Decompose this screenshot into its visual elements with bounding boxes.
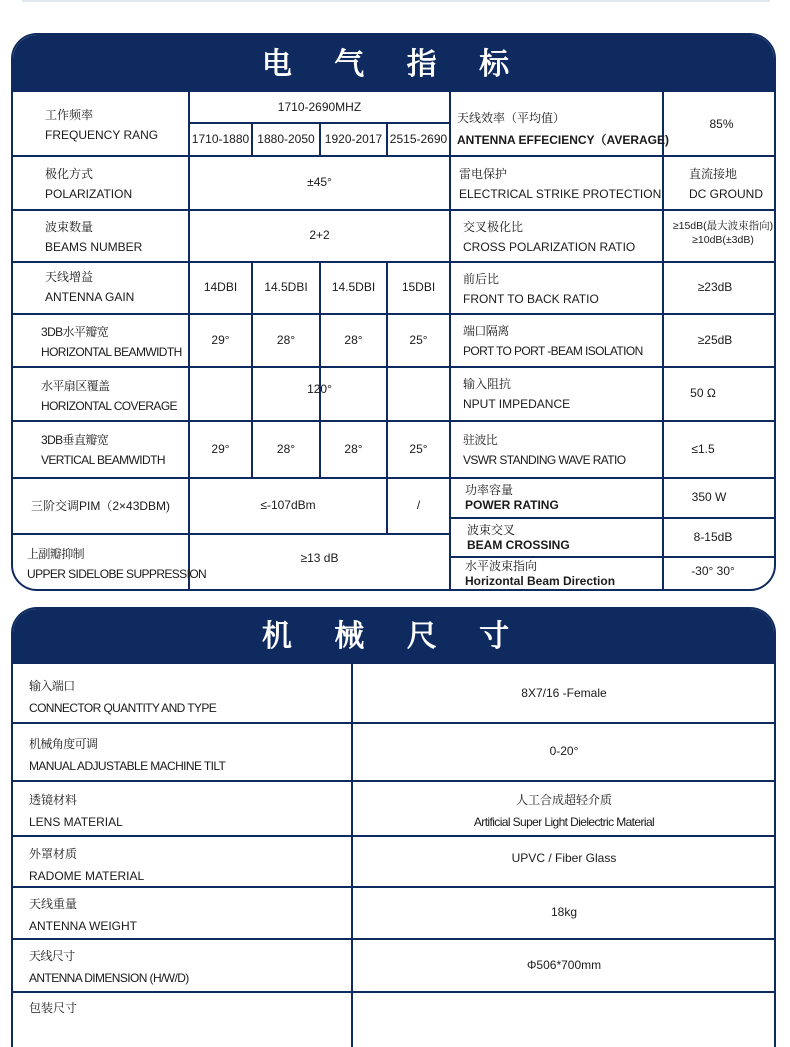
row-divider bbox=[13, 991, 774, 993]
h-beamwidth-label: 3DB水平瓣宽 HORIZONTAL BEAMWIDTH bbox=[41, 325, 182, 359]
isolation-label: 端口隔离 PORT TO PORT -BEAM ISOLATION bbox=[463, 324, 643, 358]
beam-direction-value: -30° 30° bbox=[691, 564, 735, 578]
v-beamwidth-value: 28° bbox=[276, 441, 296, 456]
cross-pol-value: ≥15dB(最大波束指向) ≥10dB(±3dB) bbox=[672, 220, 774, 246]
frequency-band: 2515-2690 bbox=[389, 131, 448, 146]
tilt-label: 机械角度可调 MANUAL ADJUSTABLE MACHINE TILT bbox=[29, 737, 226, 773]
lens-material-label: 透镜材料 LENS MATERIAL bbox=[29, 793, 123, 829]
h-beamwidth-value: 28° bbox=[344, 332, 363, 347]
mechanical-title: 机 械 尺 寸 bbox=[13, 609, 774, 664]
gain-label: 天线增益 ANTENNA GAIN bbox=[45, 270, 135, 304]
dimension-label: 天线尺寸 ANTENNA DIMENSION (H/W/D) bbox=[29, 949, 189, 985]
pim-label: 三阶交调PIM（2×43DBM) bbox=[31, 498, 171, 513]
isolation-value: ≥25dB bbox=[697, 332, 733, 347]
mechanical-specs-card bbox=[11, 607, 776, 1047]
power-label: 功率容量 POWER RATING bbox=[465, 483, 559, 512]
impedance-value: 50 Ω bbox=[690, 386, 716, 400]
sidelobe-value: ≥13 dB bbox=[300, 551, 339, 565]
beams-label: 波束数量 BEAMS NUMBER bbox=[45, 220, 143, 254]
dimension-value: Φ506*700mm bbox=[526, 957, 602, 972]
radome-label: 外罩材质 RADOME MATERIAL bbox=[29, 847, 145, 883]
polarization-label: 极化方式 POLARIZATION bbox=[45, 167, 133, 201]
gain-value: 14.5DBI bbox=[264, 280, 308, 294]
sidelobe-label: 上副瓣抑制 UPPER SIDELOBE SUPPRESSION bbox=[27, 547, 207, 581]
vswr-label: 驻波比 VSWR STANDING WAVE RATIO bbox=[463, 433, 626, 467]
electrical-specs-card bbox=[11, 33, 776, 591]
h-beamwidth-value: 28° bbox=[276, 332, 296, 347]
efficiency-value: 85% bbox=[709, 116, 734, 131]
frequency-band: 1710-1880 bbox=[191, 131, 250, 146]
frequency-band: 1920-2017 bbox=[324, 131, 383, 146]
beam-crossing-value: 8-15dB bbox=[693, 529, 733, 544]
pim-value: ≤-107dBm bbox=[260, 498, 316, 512]
v-beamwidth-value: 28° bbox=[344, 441, 363, 456]
pim-value-2: / bbox=[416, 498, 421, 512]
top-divider bbox=[22, 0, 770, 2]
connector-value: 8X7/16 -Female bbox=[521, 686, 607, 700]
lightning-label: 雷电保护 ELECTRICAL STRIKE PROTECTION bbox=[459, 167, 662, 201]
impedance-label: 输入阻抗 NPUT IMPEDANCE bbox=[463, 377, 571, 411]
h-beamwidth-value: 25° bbox=[409, 332, 428, 347]
lens-material-value: 人工合成超轻介质 Artificial Super Light Dielectric Material bbox=[473, 793, 655, 829]
polarization-value: ±45° bbox=[307, 175, 332, 189]
row-divider bbox=[13, 780, 774, 782]
h-coverage-label: 水平扇区覆盖 HORIZONTAL COVERAGE bbox=[41, 379, 177, 413]
beams-value: 2+2 bbox=[309, 228, 330, 242]
gain-value: 14.5DBI bbox=[331, 280, 376, 294]
front-back-label: 前后比 FRONT TO BACK RATIO bbox=[463, 272, 599, 306]
electrical-title: 电 气 指 标 bbox=[13, 35, 774, 92]
efficiency-label: 天线效率（平均值） ANTENNA EFFECIENCY（AVERAGE) bbox=[457, 111, 670, 147]
vswr-value: ≤1.5 bbox=[691, 441, 715, 456]
lightning-value: 直流接地 DC GROUND bbox=[689, 167, 763, 201]
weight-label: 天线重量 ANTENNA WEIGHT bbox=[29, 897, 138, 933]
h-beamwidth-value: 29° bbox=[211, 332, 230, 347]
gain-value: 14DBI bbox=[203, 280, 238, 294]
v-beamwidth-value: 25° bbox=[409, 441, 428, 456]
beam-crossing-label: 波束交叉 BEAM CROSSING bbox=[467, 523, 570, 552]
power-value: 350 W bbox=[691, 490, 727, 504]
v-beamwidth-value: 29° bbox=[211, 441, 230, 456]
tilt-value: 0-20° bbox=[549, 744, 579, 758]
beam-direction-label: 水平波束指向 Horizontal Beam Direction bbox=[465, 559, 616, 588]
frequency-label: 工作频率 FREQUENCY RANG bbox=[45, 108, 159, 142]
gain-value: 15DBI bbox=[401, 280, 436, 294]
cross-pol-label: 交叉极化比 CROSS POLARIZATION RATIO bbox=[463, 220, 636, 254]
package-label: 包装尺寸 bbox=[29, 1001, 78, 1015]
v-beamwidth-label: 3DB垂直瓣宽 VERTICAL BEAMWIDTH bbox=[41, 433, 165, 467]
connector-label: 输入端口 CONNECTOR QUANTITY AND TYPE bbox=[29, 679, 217, 715]
frequency-band: 1880-2050 bbox=[257, 131, 315, 146]
frequency-range: 1710-2690MHZ bbox=[277, 100, 362, 114]
front-back-value: ≥23dB bbox=[697, 280, 733, 294]
h-coverage-value: 120° bbox=[307, 382, 332, 396]
weight-value: 18kg bbox=[550, 905, 578, 919]
radome-value: UPVC / Fiber Glass bbox=[511, 851, 617, 865]
